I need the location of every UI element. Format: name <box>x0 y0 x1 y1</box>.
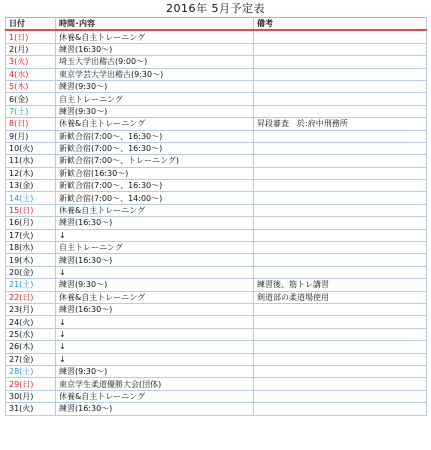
row-event: 休養&自主トレーニング <box>56 204 254 216</box>
row-event: 休養&自主トレーニング <box>56 30 254 43</box>
header-event: 時間･内容 <box>56 18 254 31</box>
row-event: ↓ <box>56 353 254 365</box>
table-row <box>6 43 427 55</box>
row-event: 自主トレーニング <box>56 242 254 254</box>
table-row <box>6 105 427 117</box>
table-row <box>6 192 427 204</box>
table-row <box>6 118 427 130</box>
table-row <box>6 30 427 43</box>
row-event: 練習(9:30～) <box>56 279 254 291</box>
row-event: 休養&自主トレーニング <box>56 291 254 303</box>
row-note <box>254 192 427 204</box>
header-note: 備考 <box>254 18 427 31</box>
row-date: 31(火) <box>6 403 56 415</box>
row-date: 22(日) <box>6 291 56 303</box>
row-event: ↓ <box>56 316 254 328</box>
row-event: 新歓合宿(7:00～、16:30～) <box>56 142 254 154</box>
row-note <box>254 254 427 266</box>
row-date: 15(日) <box>6 204 56 216</box>
row-note <box>254 68 427 80</box>
table-row <box>6 56 427 68</box>
row-event: ↓ <box>56 341 254 353</box>
row-note <box>254 341 427 353</box>
row-date: 1(日) <box>6 30 56 43</box>
table-row <box>6 341 427 353</box>
row-event: 練習(16:30～) <box>56 303 254 315</box>
header-date: 日付 <box>6 18 56 31</box>
table-row <box>6 242 427 254</box>
row-note <box>254 328 427 340</box>
row-date: 30(月) <box>6 390 56 402</box>
row-note <box>254 56 427 68</box>
row-note <box>254 303 427 315</box>
row-date: 5(木) <box>6 80 56 92</box>
row-event: 新歓合宿(7:00～、16:30～) <box>56 130 254 142</box>
table-row <box>6 279 427 291</box>
row-event: 練習(16:30～) <box>56 403 254 415</box>
row-date: 4(水) <box>6 68 56 80</box>
row-note <box>254 130 427 142</box>
table-row <box>6 155 427 167</box>
row-date: 21(土) <box>6 279 56 291</box>
schedule-table <box>5 17 427 416</box>
row-event: 新歓合宿(7:00～、14:00～) <box>56 192 254 204</box>
row-date: 14(土) <box>6 192 56 204</box>
table-row <box>6 80 427 92</box>
row-note <box>254 142 427 154</box>
row-note <box>254 229 427 241</box>
table-row <box>6 229 427 241</box>
row-note <box>254 390 427 402</box>
row-date: 27(金) <box>6 353 56 365</box>
table-row <box>6 316 427 328</box>
row-date: 7(土) <box>6 105 56 117</box>
row-note <box>254 353 427 365</box>
schedule-body <box>6 30 427 415</box>
row-date: 24(火) <box>6 316 56 328</box>
row-event: 東京学生柔道優勝大会(団体) <box>56 378 254 390</box>
table-row <box>6 217 427 229</box>
row-note <box>254 316 427 328</box>
row-note <box>254 167 427 179</box>
row-event: 新歓合宿(7:00～、トレーニング) <box>56 155 254 167</box>
row-date: 18(水) <box>6 242 56 254</box>
row-date: 20(金) <box>6 266 56 278</box>
row-date: 11(水) <box>6 155 56 167</box>
page-title: 2016年 5月予定表 <box>166 2 265 15</box>
row-date: 13(金) <box>6 180 56 192</box>
table-row <box>6 93 427 105</box>
row-date: 2(月) <box>6 43 56 55</box>
row-note <box>254 105 427 117</box>
row-event: 自主トレーニング <box>56 93 254 105</box>
row-note <box>254 266 427 278</box>
row-date: 12(木) <box>6 167 56 179</box>
table-row <box>6 167 427 179</box>
row-event: 練習(9:30～) <box>56 80 254 92</box>
table-row <box>6 403 427 415</box>
table-row <box>6 68 427 80</box>
row-event: 練習(16:30～) <box>56 43 254 55</box>
table-row <box>6 130 427 142</box>
row-event: 新歓合宿(7:00～、16:30～) <box>56 180 254 192</box>
row-date: 8(日) <box>6 118 56 130</box>
row-note <box>254 180 427 192</box>
row-note <box>254 217 427 229</box>
row-event: 練習(16:30～) <box>56 217 254 229</box>
row-event: 練習(16:30～) <box>56 254 254 266</box>
row-note <box>254 155 427 167</box>
row-event: 東京学芸大学出稽古(9:30～) <box>56 68 254 80</box>
row-date: 16(月) <box>6 217 56 229</box>
table-row <box>6 365 427 377</box>
row-note <box>254 242 427 254</box>
table-row <box>6 204 427 216</box>
row-date: 17(火) <box>6 229 56 241</box>
row-note: 昇段審査 於:府中刑務所 <box>254 118 427 130</box>
row-date: 29(日) <box>6 378 56 390</box>
row-event: 練習(9:30～) <box>56 365 254 377</box>
row-note <box>254 204 427 216</box>
row-date: 23(月) <box>6 303 56 315</box>
table-row <box>6 266 427 278</box>
row-date: 25(水) <box>6 328 56 340</box>
row-date: 28(土) <box>6 365 56 377</box>
row-event: 練習(9:30～) <box>56 105 254 117</box>
row-event: ↓ <box>56 328 254 340</box>
table-row <box>6 390 427 402</box>
row-date: 9(月) <box>6 130 56 142</box>
row-event: 休養&自主トレーニング <box>56 390 254 402</box>
row-event: 新歓合宿(16:30～) <box>56 167 254 179</box>
row-date: 19(木) <box>6 254 56 266</box>
row-note <box>254 403 427 415</box>
row-note: 練習後、筋トレ講習 <box>254 279 427 291</box>
row-event: 休養&自主トレーニング <box>56 118 254 130</box>
table-row <box>6 254 427 266</box>
row-date: 10(火) <box>6 142 56 154</box>
row-event: ↓ <box>56 229 254 241</box>
row-note <box>254 30 427 43</box>
row-event: ↓ <box>56 266 254 278</box>
row-note <box>254 80 427 92</box>
row-event: 埼玉大学出稽古(9:00～) <box>56 56 254 68</box>
table-row <box>6 303 427 315</box>
row-date: 6(金) <box>6 93 56 105</box>
table-row <box>6 291 427 303</box>
row-note <box>254 378 427 390</box>
table-row <box>6 142 427 154</box>
table-row <box>6 328 427 340</box>
row-note: 剣道部の柔道場使用 <box>254 291 427 303</box>
row-note <box>254 365 427 377</box>
table-row <box>6 353 427 365</box>
table-row <box>6 378 427 390</box>
row-date: 3(火) <box>6 56 56 68</box>
row-note <box>254 43 427 55</box>
table-header-row <box>6 18 427 31</box>
table-row <box>6 180 427 192</box>
row-note <box>254 93 427 105</box>
row-date: 26(木) <box>6 341 56 353</box>
